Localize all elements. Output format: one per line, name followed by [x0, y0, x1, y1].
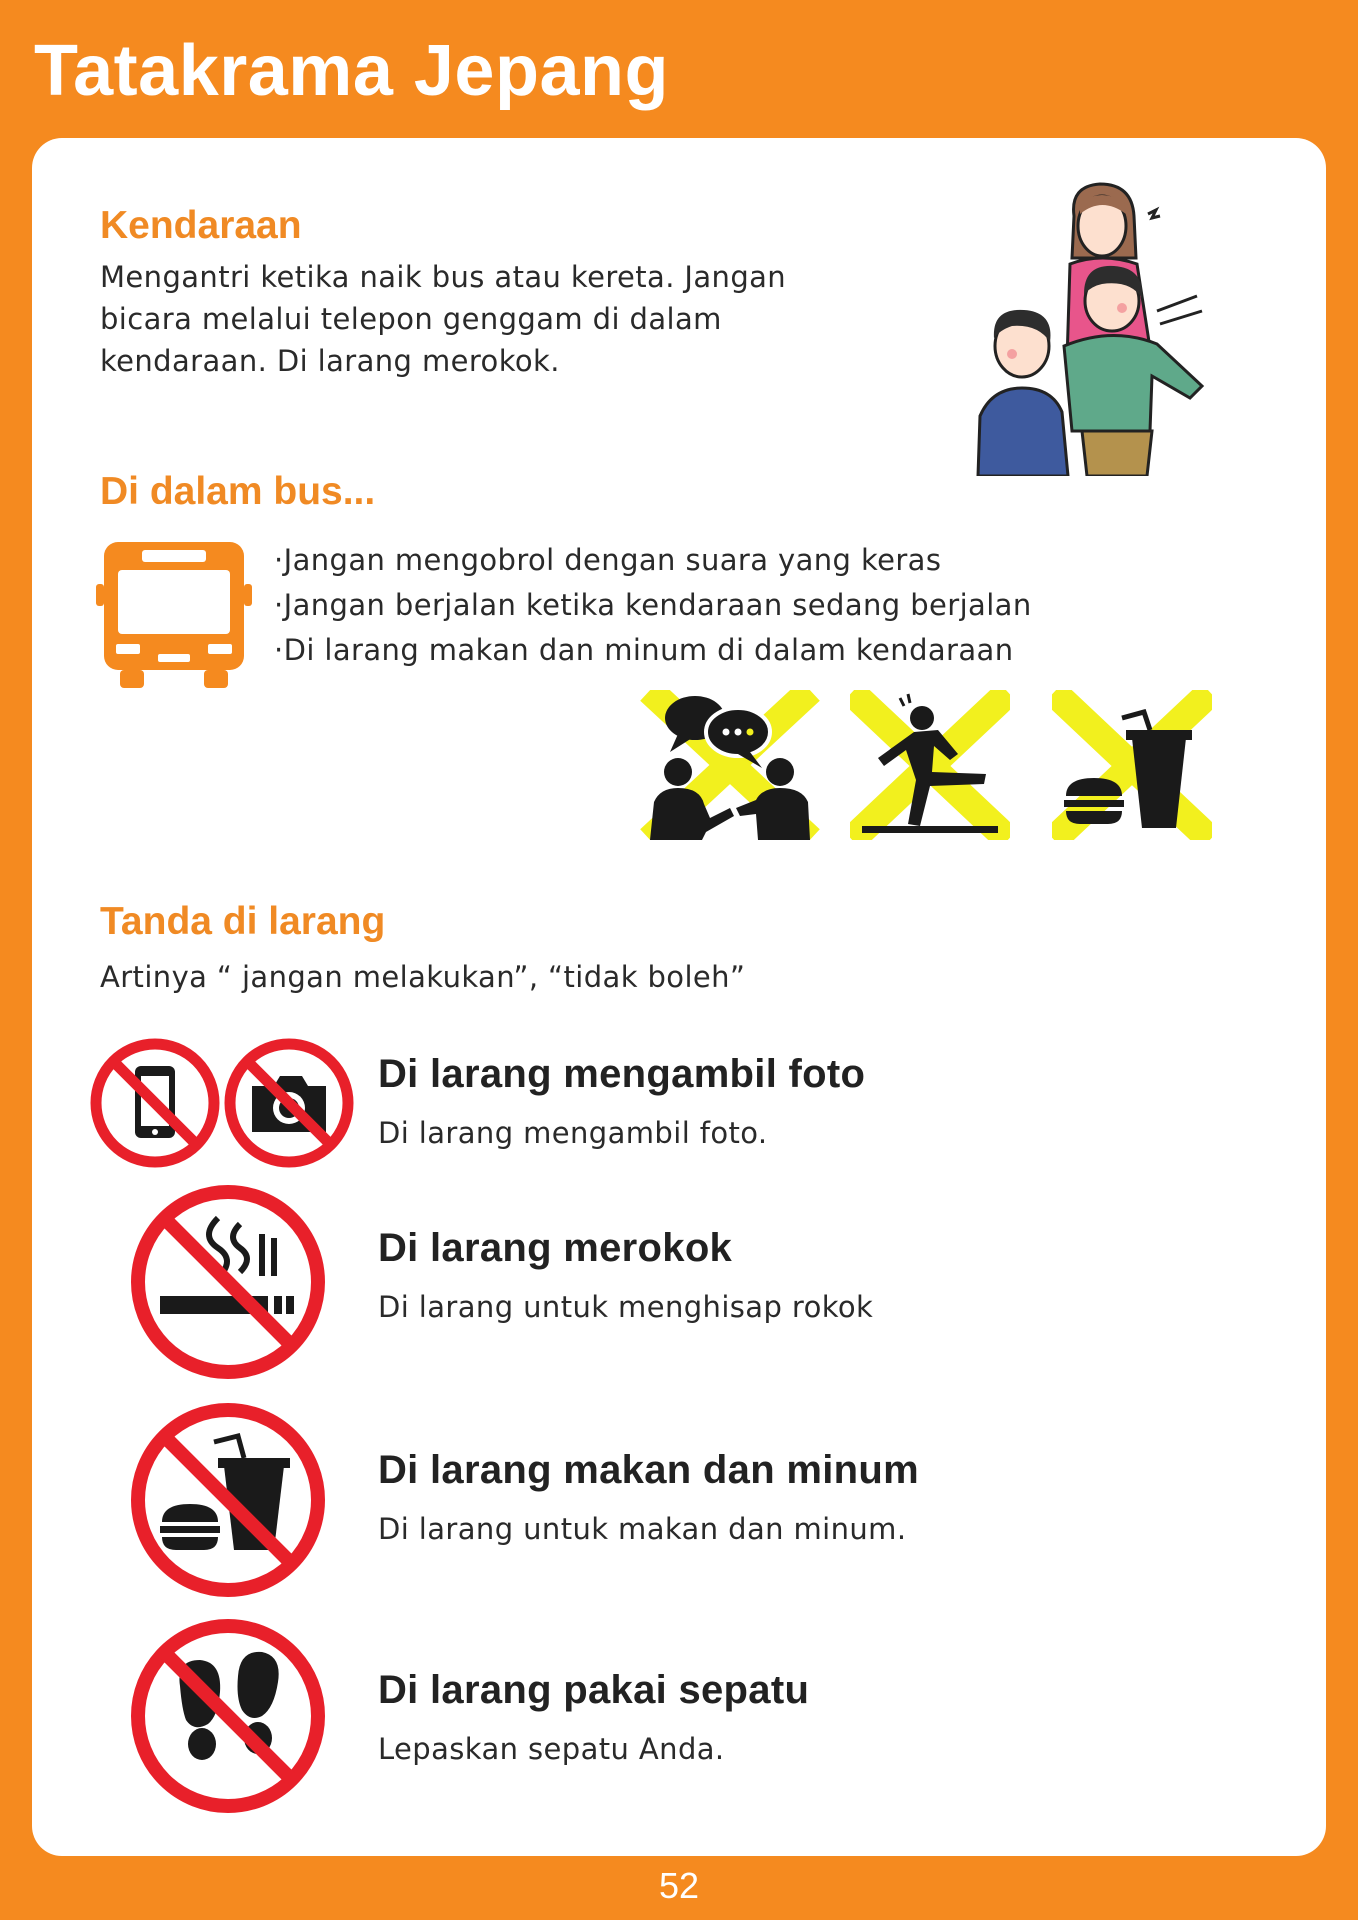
page-number: 52	[658, 1865, 700, 1906]
no-camera-icon	[222, 1036, 356, 1170]
sign-title-photo: Di larang mengambil foto	[378, 1052, 866, 1096]
no-walking-icon	[850, 690, 1010, 840]
bus-icon	[94, 540, 254, 690]
no-shoes-icon	[128, 1616, 328, 1816]
kendaraan-line: Mengantri ketika naik bus atau kereta. Jangan	[100, 260, 787, 294]
no-food-drink-icon	[128, 1400, 328, 1600]
section-heading-kendaraan: Kendaraan	[100, 204, 302, 247]
content-card	[32, 138, 1326, 1856]
list-item: ·Di larang makan dan minum di dalam kendaraan	[274, 633, 1014, 667]
tanda-subtitle: Artinya “ jangan melakukan”, “tidak boleh”	[100, 960, 746, 994]
list-item: ·Jangan mengobrol dengan suara yang keras	[274, 543, 942, 577]
kendaraan-line: kendaraan. Di larang merokok.	[100, 344, 560, 378]
kendaraan-line: bicara melalui telepon genggam di dalam	[100, 302, 722, 336]
section-heading-bus: Di dalam bus...	[100, 470, 376, 513]
no-loud-talking-icon	[640, 690, 820, 840]
sign-title-food-drink: Di larang makan dan minum	[378, 1448, 919, 1492]
bus-rules-list	[274, 538, 1032, 673]
sign-desc-photo: Di larang mengambil foto.	[378, 1116, 768, 1150]
kendaraan-paragraph	[100, 256, 800, 382]
section-heading-tanda: Tanda di larang	[100, 900, 386, 943]
sign-title-shoes: Di larang pakai sepatu	[378, 1668, 810, 1712]
sign-desc-food-drink: Di larang untuk makan dan minum.	[378, 1512, 907, 1546]
sign-desc-shoes: Lepaskan sepatu Anda.	[378, 1732, 725, 1766]
list-item: ·Jangan berjalan ketika kendaraan sedang berjalan	[274, 588, 1032, 622]
sign-title-smoking: Di larang merokok	[378, 1226, 733, 1270]
sign-desc-smoking: Di larang untuk menghisap rokok	[378, 1290, 874, 1324]
no-smoking-icon	[128, 1182, 328, 1382]
no-phone-photo-icon	[88, 1036, 222, 1170]
page-title: Tatakrama Jepang	[34, 31, 669, 111]
no-eating-icon	[1052, 690, 1212, 840]
queue-illustration	[952, 176, 1252, 476]
